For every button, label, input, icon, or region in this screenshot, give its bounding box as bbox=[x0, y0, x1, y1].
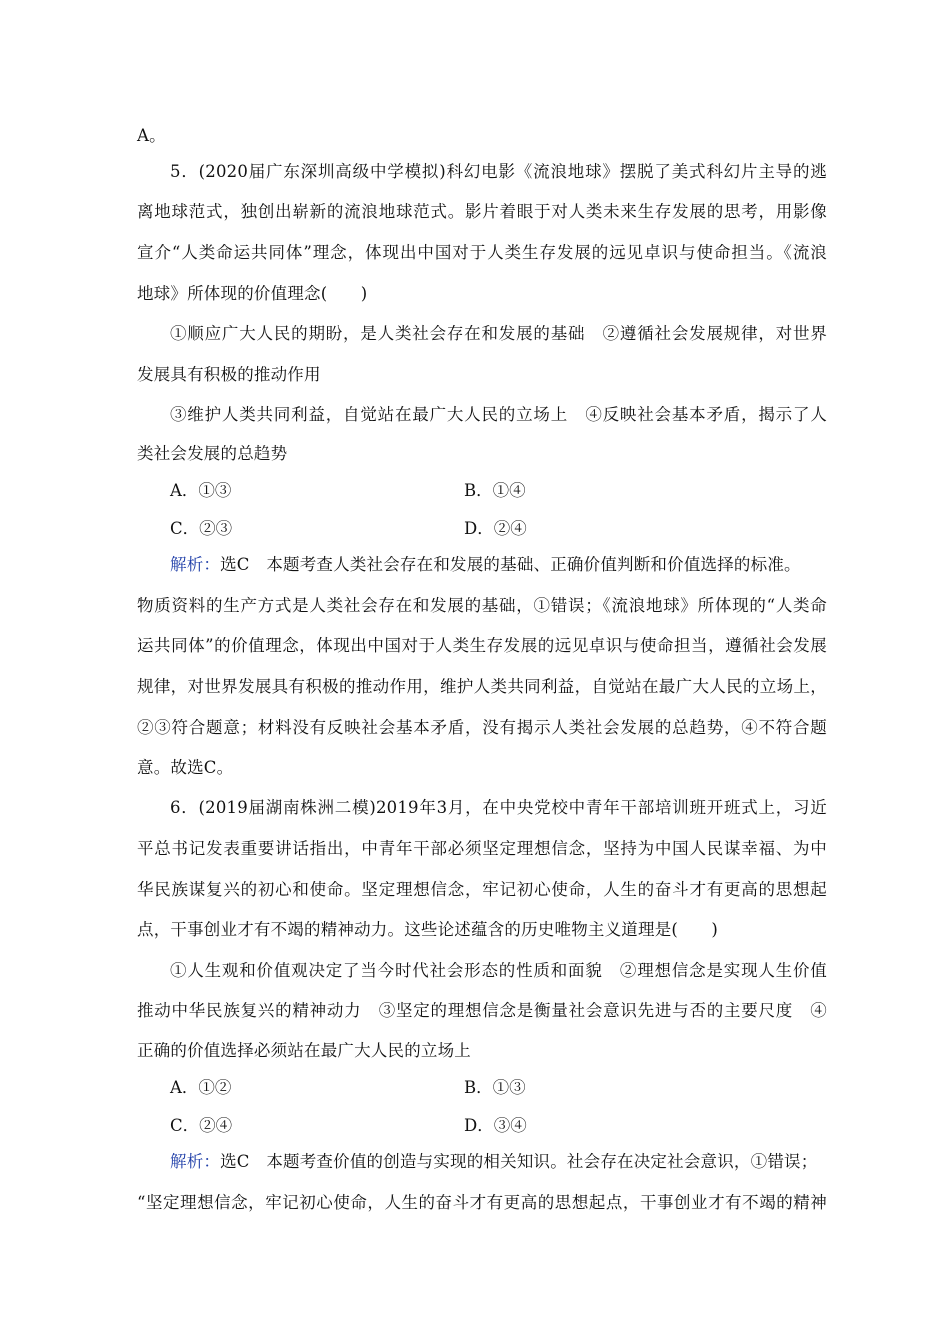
q6-analysis-label: 解析： bbox=[170, 1152, 221, 1171]
q6-stem-line-1: 6．(2019届湖南株洲二模)2019年3月，在中央党校中青年干部培训班开班式上，习近 bbox=[170, 798, 827, 817]
q5-option-b: B．①④ bbox=[464, 481, 526, 500]
q5-analysis-label: 解析： bbox=[170, 555, 221, 574]
q5-analysis-line-3: 运共同体”的价值理念，体现出中国对于人类生存发展的远见卓识与使命担当，遵循社会发展 bbox=[137, 636, 827, 655]
q6-option-c: C．②④ bbox=[170, 1116, 233, 1135]
previous-answer-fragment: A。 bbox=[137, 126, 166, 145]
q5-analysis-line-4: 规律，对世界发展具有积极的推动作用，维护人类共同利益，自觉站在最广大人民的立场上， bbox=[137, 677, 827, 696]
q6-statement-line-1: ①人生观和价值观决定了当今时代社会形态的性质和面貌 ②理想信念是实现人生价值 bbox=[170, 961, 827, 980]
q5-analysis-line-1 bbox=[170, 553, 827, 577]
q5-stem-line-1: 5．(2020届广东深圳高级中学模拟)科幻电影《流浪地球》摆脱了美式科幻片主导的逃 bbox=[170, 162, 827, 181]
q5-statement-line-1: ①顺应广大人民的期盼，是人类社会存在和发展的基础 ②遵循社会发展规律，对世界 bbox=[170, 324, 827, 343]
q6-stem-line-4: 点，干事创业才有不竭的精神动力。这些论述蕴含的历史唯物主义道理是( ) bbox=[137, 920, 719, 939]
q5-analysis-line-5: ②③符合题意；材料没有反映社会基本矛盾，没有揭示人类社会发展的总趋势，④不符合题 bbox=[137, 718, 827, 737]
q6-stem-line-3: 华民族谋复兴的初心和使命。坚定理想信念，牢记初心使命，人生的奋斗才有更高的思想起 bbox=[137, 880, 827, 899]
q5-stem-line-2: 离地球范式，独创出崭新的流浪地球范式。影片着眼于对人类未来生存发展的思考，用影像 bbox=[137, 202, 827, 221]
q5-option-d: D．②④ bbox=[464, 519, 527, 538]
q5-option-c: C．②③ bbox=[170, 519, 233, 538]
q6-option-a: A．①② bbox=[170, 1078, 232, 1097]
q5-analysis-text: 选C 本题考查人类社会存在和发展的基础、正确价值判断和价值选择的标准。 bbox=[220, 555, 801, 574]
q5-statement-line-2: 发展具有积极的推动作用 bbox=[137, 365, 321, 384]
q6-analysis-line-2: “坚定理想信念，牢记初心使命，人生的奋斗才有更高的思想起点，干事创业才有不竭的精神 bbox=[137, 1193, 827, 1212]
q5-option-a: A．①③ bbox=[170, 481, 232, 500]
q6-stem-line-2: 平总书记发表重要讲话指出，中青年干部必须坚定理想信念，坚持为中国人民谋幸福、为中 bbox=[137, 839, 827, 858]
q6-analysis-text: 选C 本题考查价值的创造与实现的相关知识。社会存在决定社会意识，①错误； bbox=[220, 1152, 818, 1171]
q5-stem-line-3: 宣介“人类命运共同体”理念，体现出中国对于人类生存发展的远见卓识与使命担当。《流浪 bbox=[137, 243, 827, 262]
q5-analysis-line-6: 意。故选C。 bbox=[137, 758, 234, 777]
q6-option-d: D．③④ bbox=[464, 1116, 527, 1135]
q5-stem-line-4: 地球》所体现的价值理念( ) bbox=[137, 284, 368, 303]
q5-statement-line-3: ③维护人类共同利益，自觉站在最广大人民的立场上 ④反映社会基本矛盾，揭示了人 bbox=[170, 405, 827, 424]
q6-statement-line-3: 正确的价值选择必须站在最广大人民的立场上 bbox=[137, 1041, 471, 1060]
q6-statement-line-2: 推动中华民族复兴的精神动力 ③坚定的理想信念是衡量社会意识先进与否的主要尺度 ④ bbox=[137, 1001, 827, 1020]
q5-statement-line-4: 类社会发展的总趋势 bbox=[137, 444, 288, 463]
q6-option-b: B．①③ bbox=[464, 1078, 526, 1097]
q5-analysis-line-2: 物质资料的生产方式是人类社会存在和发展的基础，①错误；《流浪地球》所体现的“人类命 bbox=[137, 596, 827, 615]
q6-analysis-line-1 bbox=[170, 1150, 827, 1174]
